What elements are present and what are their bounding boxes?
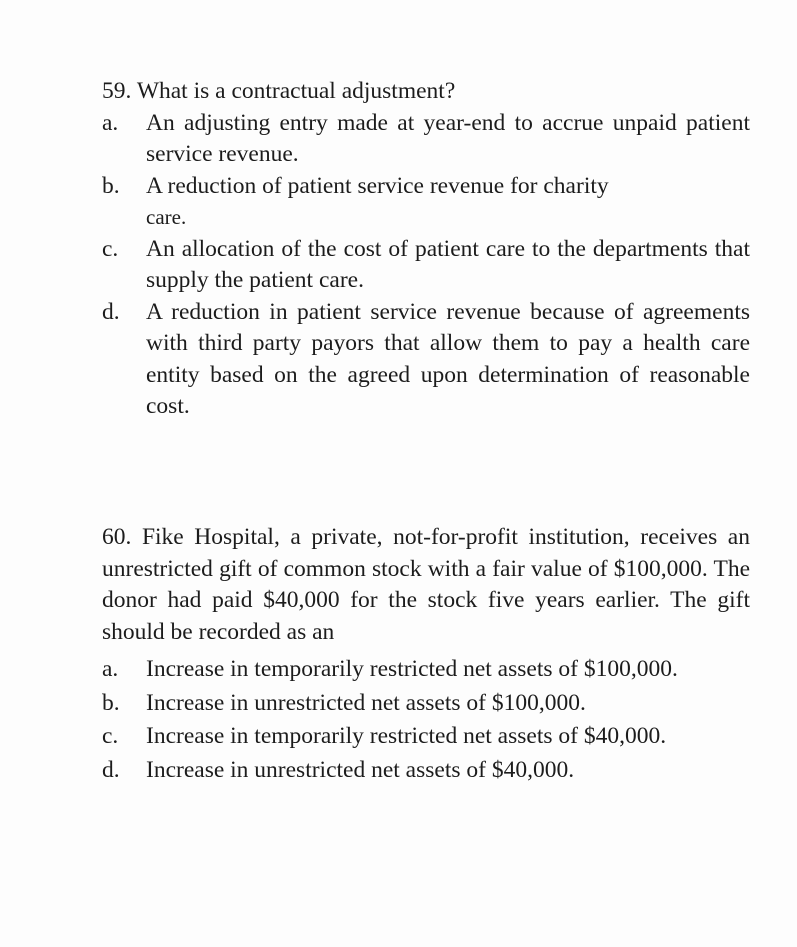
option-text: Increase in temporarily restricted net assets of $40,000. [146, 723, 667, 749]
option-text: An allocation of the cost of patient care to the departments that supply the patient care. [146, 235, 750, 293]
option-c [102, 721, 750, 753]
option-letter: c. [102, 235, 119, 262]
option-letter: d. [102, 298, 120, 325]
option-d [102, 755, 750, 787]
question-stem: 59. What is a contractual adjustment? [102, 78, 456, 104]
option-a [102, 654, 750, 686]
option-d [102, 297, 750, 423]
option-text: Increase in unrestricted net assets of $40,000. [146, 756, 575, 783]
option-text: A reduction of patient service revenue for charity [146, 172, 609, 199]
option-text: A reduction in patient service revenue because of agreements with third party payors that allow them to pay a health care entity based on the agreed upon determination of reasonable cost. [146, 298, 750, 419]
option-c [102, 234, 750, 297]
option-letter: b. [102, 689, 120, 716]
option-b [102, 688, 750, 720]
answer-options [102, 654, 750, 786]
option-text: Increase in unrestricted net assets of $100,000. [146, 689, 586, 716]
question-stem: 60. Fike Hospital, a private, not-for-profit institution, receives an unrestricted gift of common stock with a fair value of $100,000. The donor had paid $40,000 for the stock five years earlier. The gift should be recorded as an [102, 524, 750, 645]
option-text: An adjusting entry made at year-end to accrue unpaid patient service revenue. [146, 109, 750, 167]
option-letter: b. [102, 172, 120, 199]
option-letter: c. [102, 723, 119, 749]
answer-options [102, 108, 750, 423]
question-60 [102, 522, 750, 788]
option-a [102, 108, 750, 171]
option-letter: a. [102, 109, 119, 136]
question-59 [102, 76, 750, 423]
option-text: Increase in temporarily restricted net assets of $100,000. [146, 656, 678, 682]
option-text-continuation: care. [146, 205, 187, 229]
option-b [102, 171, 750, 234]
option-letter: d. [102, 756, 120, 783]
option-letter: a. [102, 656, 119, 682]
